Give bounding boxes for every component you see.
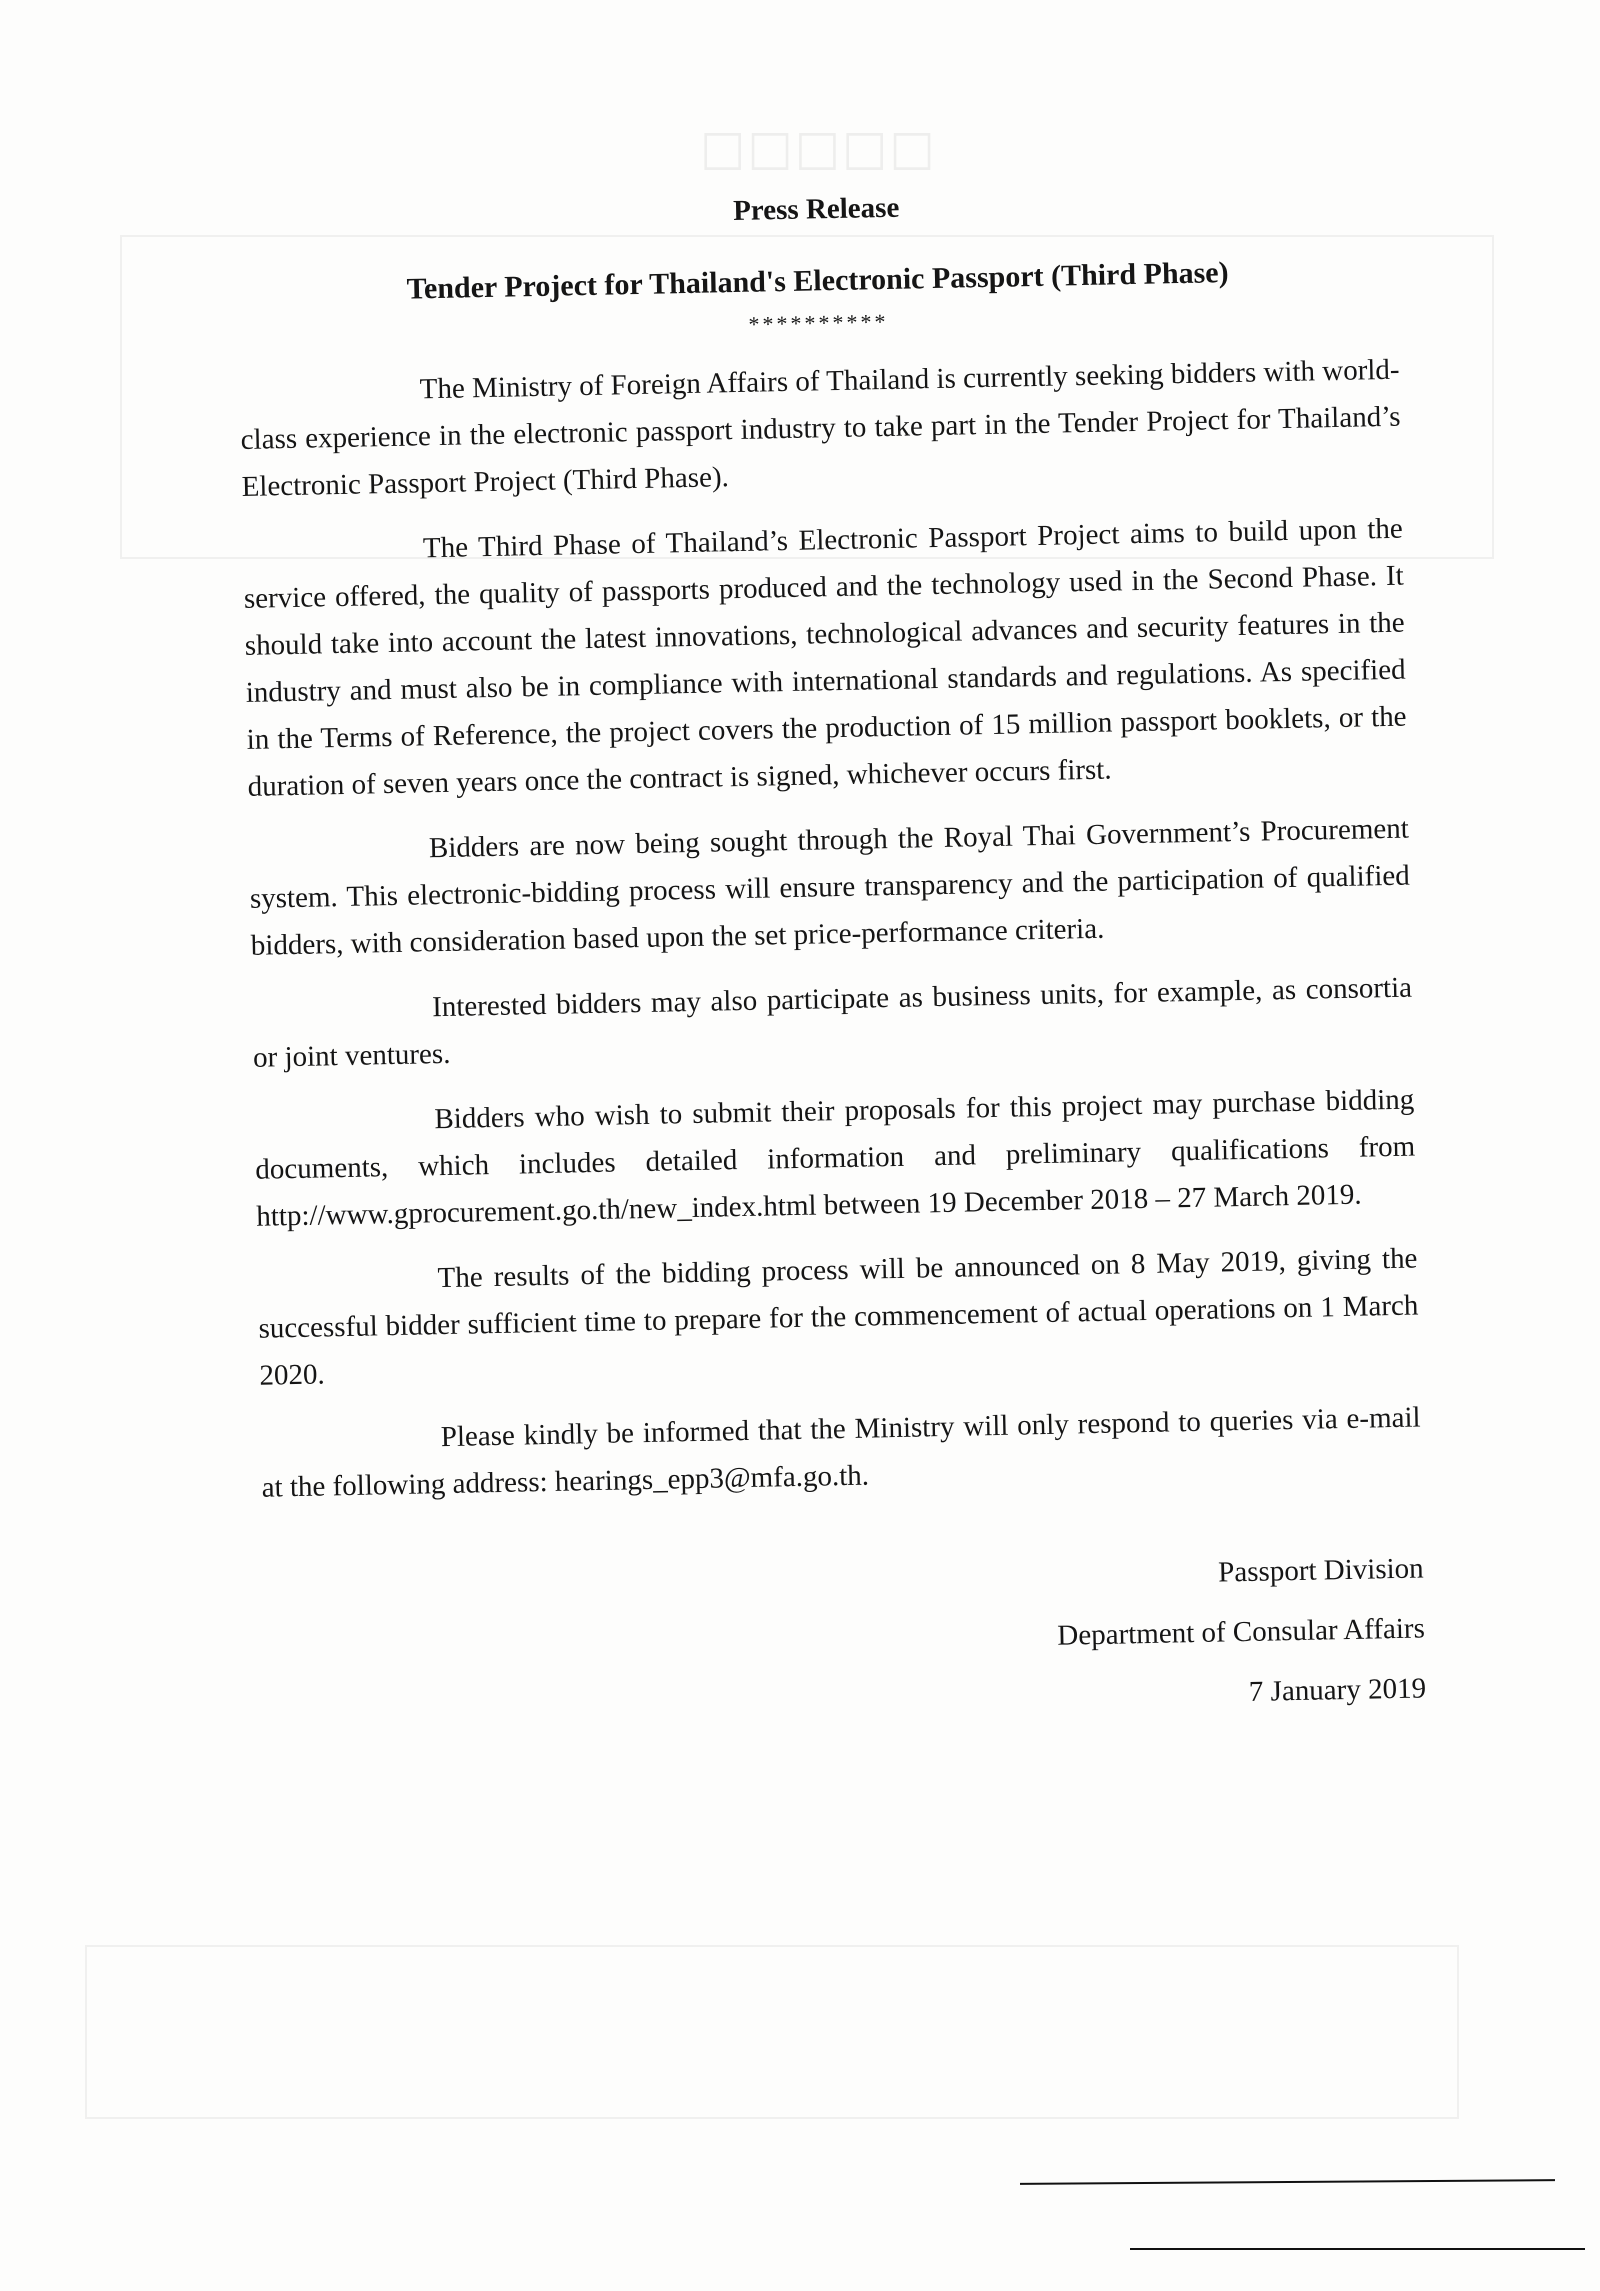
paragraph-queries: Please kindly be informed that the Ministry will only respond to queries via e-mail at the following address: hearings_epp3@mfa.go.th. — [261, 1401, 1421, 1504]
signature-department: Department of Consular Affairs — [1057, 1612, 1426, 1652]
paragraph-bidding-documents: Bidders who wish to submit their proposals for this project may purchase bidding documents, which includes detailed information and preliminary qualifications from http://www.gprocurement.go.th/new_index.html between 19 December 2018 – 27 March 2019. — [255, 1083, 1416, 1233]
signature-date: 7 January 2019 — [1248, 1672, 1427, 1708]
title-separator: ********** — [748, 308, 889, 337]
paragraph-procurement: Bidders are now being sought through the Royal Thai Government’s Procurement system. This electronic-bidding process will ensure transparency and the participation of qualified bidders, with consideration based upon the set price-performance criteria. — [249, 812, 1411, 962]
paragraph-results: The results of the bidding process will be announced on 8 May 2019, giving the successful bidder sufficient time to prepare for the commencement of actual operations on 1 March 2020. — [258, 1242, 1419, 1392]
document-heading: Press Release — [732, 191, 900, 228]
paragraph-intro: The Ministry of Foreign Affairs of Thailand is currently seeking bidders with world-class experience in the electronic passport industry to take part in the Tender Project for Thailand’s Electronic Passport Project (Third Phase). — [240, 353, 1401, 503]
signature-division: Passport Division — [1217, 1552, 1424, 1589]
document-title: Tender Project for Thailand's Electronic Passport (Third Phase) — [406, 256, 1229, 306]
footer-rule-lower — [1130, 2248, 1585, 2250]
bleed-through-table-bottom — [85, 1945, 1459, 2119]
footer-rule-upper — [1020, 2179, 1555, 2185]
paragraph-third-phase: The Third Phase of Thailand’s Electronic Passport Project aims to build upon the service offered, the quality of passports produced and the technology used in the Second Phase. It should take into account the latest innovations, technological advances and security features in the industry and must also be in compliance with international standards and regulations. As specified in the Terms of Reference, the project covers the production of 15 million passport booklets, or the duration of seven years once the contract is signed, whichever occurs first. — [243, 512, 1407, 803]
bleed-through-heading: □□□□□ — [700, 120, 937, 176]
paragraph-business-units: Interested bidders may also participate as business units, for example, as consortia or joint ventures. — [252, 971, 1413, 1074]
press-release-body — [236, 181, 1467, 1742]
